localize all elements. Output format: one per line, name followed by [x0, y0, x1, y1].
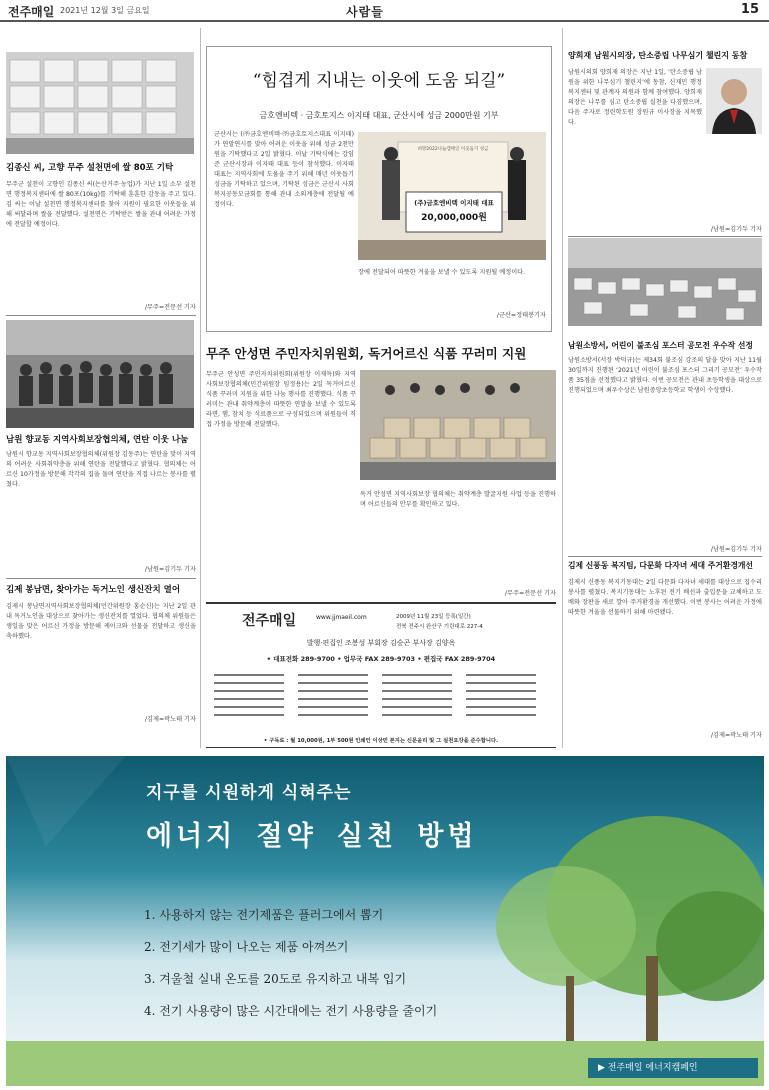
article-title: 김제 봉남면, 찾아가는 독거노인 생신잔치 열어 — [6, 585, 181, 595]
food-boxes-image — [360, 370, 556, 480]
rice-bags-image — [6, 52, 194, 154]
divider — [6, 315, 196, 316]
donation-ceremony-photo — [358, 132, 546, 260]
article-body: 무주군 설천이 고향인 김종신 씨(논산거주·농업)가 지난 1일 소부 설천면 행정복지센터에 쌀 80포(10kg)를 기탁해 훈훈한 감동을 주고 있다. 김 씨는 이날 설천면 행정복지센터를 찾아 지원이 필요한 이웃들을 위해 써달라며 쌀을 전달했다. 설천면은 기탁받은 쌀을 관내 어려운 가정에 전달할 예정이다. — [6, 181, 196, 228]
ad-item-2: 2. 전기세가 많이 나오는 제품 아껴쓰기 — [144, 940, 349, 954]
pub-phones: • 대표전화 289-9700 • 업무국 FAX 289-9703 • 편집국 FAX 289-9704 — [266, 655, 496, 663]
energy-campaign-ad — [6, 756, 764, 1086]
play-icon: ▶ — [598, 1063, 605, 1073]
ad-tagline: 지구를 시원하게 식혀주는 — [146, 783, 352, 803]
article-byline: /김제=곽노태 기자 — [710, 732, 762, 739]
column-divider — [200, 28, 201, 748]
pub-footer: • 구독료 : 월 10,000원, 1부 500원 인쇄인 이상민 본지는 신문윤리 및 그 실천요강을 준수합니다. — [263, 738, 499, 744]
food-package-photo — [360, 370, 556, 480]
portrait-photo — [706, 68, 762, 134]
article-byline: /남원=김기두 기자 — [144, 566, 196, 573]
rice-donation-photo — [6, 52, 194, 154]
pub-staff: 발행·편집인 조봉성 부회장 김승곤 부사장 김양옥 — [306, 639, 456, 647]
ad-tag-bar — [588, 1058, 758, 1078]
article-title: 양희재 남원시의장, 탄소중립 나무심기 챌린지 동참 — [568, 51, 748, 60]
branch-directory — [206, 670, 556, 730]
ceremony-banner: 희망2022나눔캠페인 이웃돕기 성금 — [417, 147, 489, 152]
article-body: 김제시 봉남면지역사회보장협의체(민간위원장 홍순신)는 지난 2일 관내 독거노인을 대상으로 찾아가는 생신잔치를 열었다. 협의체 위원들은 생일을 맞은 어르신 가정을 방문해 케이크와 선물을 전달하고 생신을 축하했다. — [6, 603, 196, 640]
column-divider — [562, 28, 563, 748]
pub-url: www.jjmaeil.com — [316, 614, 367, 621]
ad-item-4: 4. 전기 사용량이 많은 시간대에는 전기 사용량을 줄이기 — [144, 1004, 438, 1018]
donation-amount: 20,000,000원 — [421, 213, 487, 223]
pub-logo: 전주매일 — [242, 613, 297, 629]
pub-registration: 2009년 11월 23일 등록(일간) — [396, 614, 471, 620]
gymnasium-image — [568, 238, 762, 326]
donation-sign: (주)금호엔비텍 이지태 대표 — [414, 199, 494, 207]
section-title: 사람들 — [346, 5, 384, 19]
muju-body-end: 독거 안성면 지역사회보장 협의체는 취약계층 발굴지원 사업 등을 진행하며 어르신들의 안부를 확인하고 있다. — [360, 491, 556, 508]
feature-headline: “힘겹게 지내는 이웃에 도움 되길” — [252, 71, 506, 91]
page-header — [0, 0, 769, 22]
divider — [6, 578, 196, 579]
feature-body-end: 장에 전달되어 따뜻한 겨울을 보낼 수 있도록 지원될 예정이다. — [358, 269, 526, 276]
ad-item-1: 1. 사용하지 않는 전기제품은 플러그에서 뽑기 — [144, 908, 384, 922]
feature-subtitle: 금호엔비텍 · 금호토지스 이지태 대표, 군산시에 성금 2000만원 기부 — [259, 111, 499, 120]
article-body: 남원시의회 양희재 의장은 지난 1일, ‘탄소중립 남원을 위한 나무심기 챌린지’에 동참, 신재민 행정복지센터 및 관계자 의원과 함께 참여했다. 양희재 의장은 나무를 심고 탄소중립 실천을 다짐했으며, 다음 주자로 정린학도원 장원규 이사장을 지목했다. — [568, 69, 702, 126]
issue-date: 2021년 12월 3일 금요일 — [60, 6, 150, 15]
article-body: 남원시 향교동 지역사회보장협의체(위원장 김동주)는 연탄을 맞이 지역의 어려운 사회취약층을 위해 연탄을 전달했다고 밝혔다. 협의체는 어르신 10가정을 방문해 각각의 집을 돌며 연탄을 직접 나르는 봉사를 펼쳤다. — [6, 451, 196, 488]
pub-address: 전북 전주시 완산구 기린대로 227-4 — [396, 624, 483, 630]
article-title: 남원 향교동 지역사회보장협의체, 연탄 이웃 나눔 — [6, 435, 189, 445]
divider — [568, 236, 762, 237]
article-byline: /남원=김기두 기자 — [710, 226, 762, 233]
article-byline: /김제=곽노태 기자 — [144, 716, 196, 723]
article-title: 남원소방서, 어린이 불조심 포스터 공모전 우수작 선정 — [568, 341, 753, 350]
article-body: 남원소방서(서장 박덕규)는 제34회 불조심 강조의 달을 맞아 지난 11월 30일까지 진행된 ‘2021년 어린이 불조심 포스터 그리기 공모전’ 우수작품 35점을 선정했다고 밝혔다. 이번 공모전은 관내 초등학생을 대상으로 진행되었으며 최우수상은 남원중앙초등학교 학생이 수상했다. — [568, 357, 762, 394]
article-body: 김제시 신풍동 복지기동대는 2일 다문화 다자녀 세대를 대상으로 집수리 봉사를 펼쳤다. 복지기동대는 노후된 전기 배선과 출입문을 교체하고 도배와 장판을 새로 깔아 주거환경을 개선했다. 이번 봉사는 어려운 가정에 따뜻한 겨울을 선물하기 위해 마련됐다. — [568, 579, 762, 616]
volunteers-image — [6, 320, 194, 428]
feature-byline: /군산=정태봉기자 — [496, 312, 546, 319]
briquette-photo — [6, 320, 194, 428]
poster-contest-photo — [568, 238, 762, 326]
muju-byline: /무주=전문선 기자 — [504, 590, 556, 597]
page-number: 15 — [740, 2, 759, 17]
article-byline: /무주=전문선 기자 — [144, 304, 196, 311]
ad-tag: 전주매일 에너지캠페인 — [607, 1063, 698, 1073]
article-title: 김제 신풍동 복지팀, 다문화 다자녀 세대 주거환경개선 — [568, 561, 753, 570]
portrait-image — [706, 68, 762, 134]
article-title: 김종신 씨, 고향 무주 설천면에 쌀 80포 기탁 — [6, 163, 174, 173]
tree-illustration — [6, 756, 764, 1086]
divider — [568, 556, 762, 557]
feature-body: 군산시는 (㈜금호엔비텍·㈜금호토지스대표 이지태)가 연말연시를 맞아 어려운 이웃을 위해 성금 2천만원을 기탁했다고 2일 밝혔다. 이날 기탁식에는 강임준 군산시장과 이지태 대표 등이 참석했다. 이지태 대표는 지역사회에 도움을 주기 위해 매년 이웃돕기 성금을 기탁하고 있으며, 기탁된 성금은 군산시 사회복지공동모금회를 통해 관내 소외계층에 전달될 예정이다. — [214, 131, 354, 208]
ad-headline: 에너지 절약 실천 방법 — [146, 821, 478, 852]
article-byline: /남원=김기두 기자 — [710, 546, 762, 553]
newspaper-logo: 전주매일 — [8, 5, 55, 19]
muju-headline: 무주 안성면 주민자치위원회, 독거어르신 식품 꾸러미 지원 — [206, 346, 527, 361]
publication-info — [206, 602, 556, 748]
muju-body: 무주군 안성면 주민자치위원회(위원장 이재득)와 지역사회보장협의체(민간위원장 임정용)는 2일 독거어르신 식품 꾸러미 지원을 위한 나눔 행사를 진행했다. 식품 꾸러미는 관내 취약계층이 따뜻한 연말을 보낼 수 있도록 라면, 햄, 참치 등 식료품으로 구성되었으며 위원들이 직접 가정을 방문해 전달했다. — [206, 371, 356, 428]
ad-item-3: 3. 겨울철 실내 온도를 20도로 유지하고 내복 입기 — [144, 972, 407, 986]
